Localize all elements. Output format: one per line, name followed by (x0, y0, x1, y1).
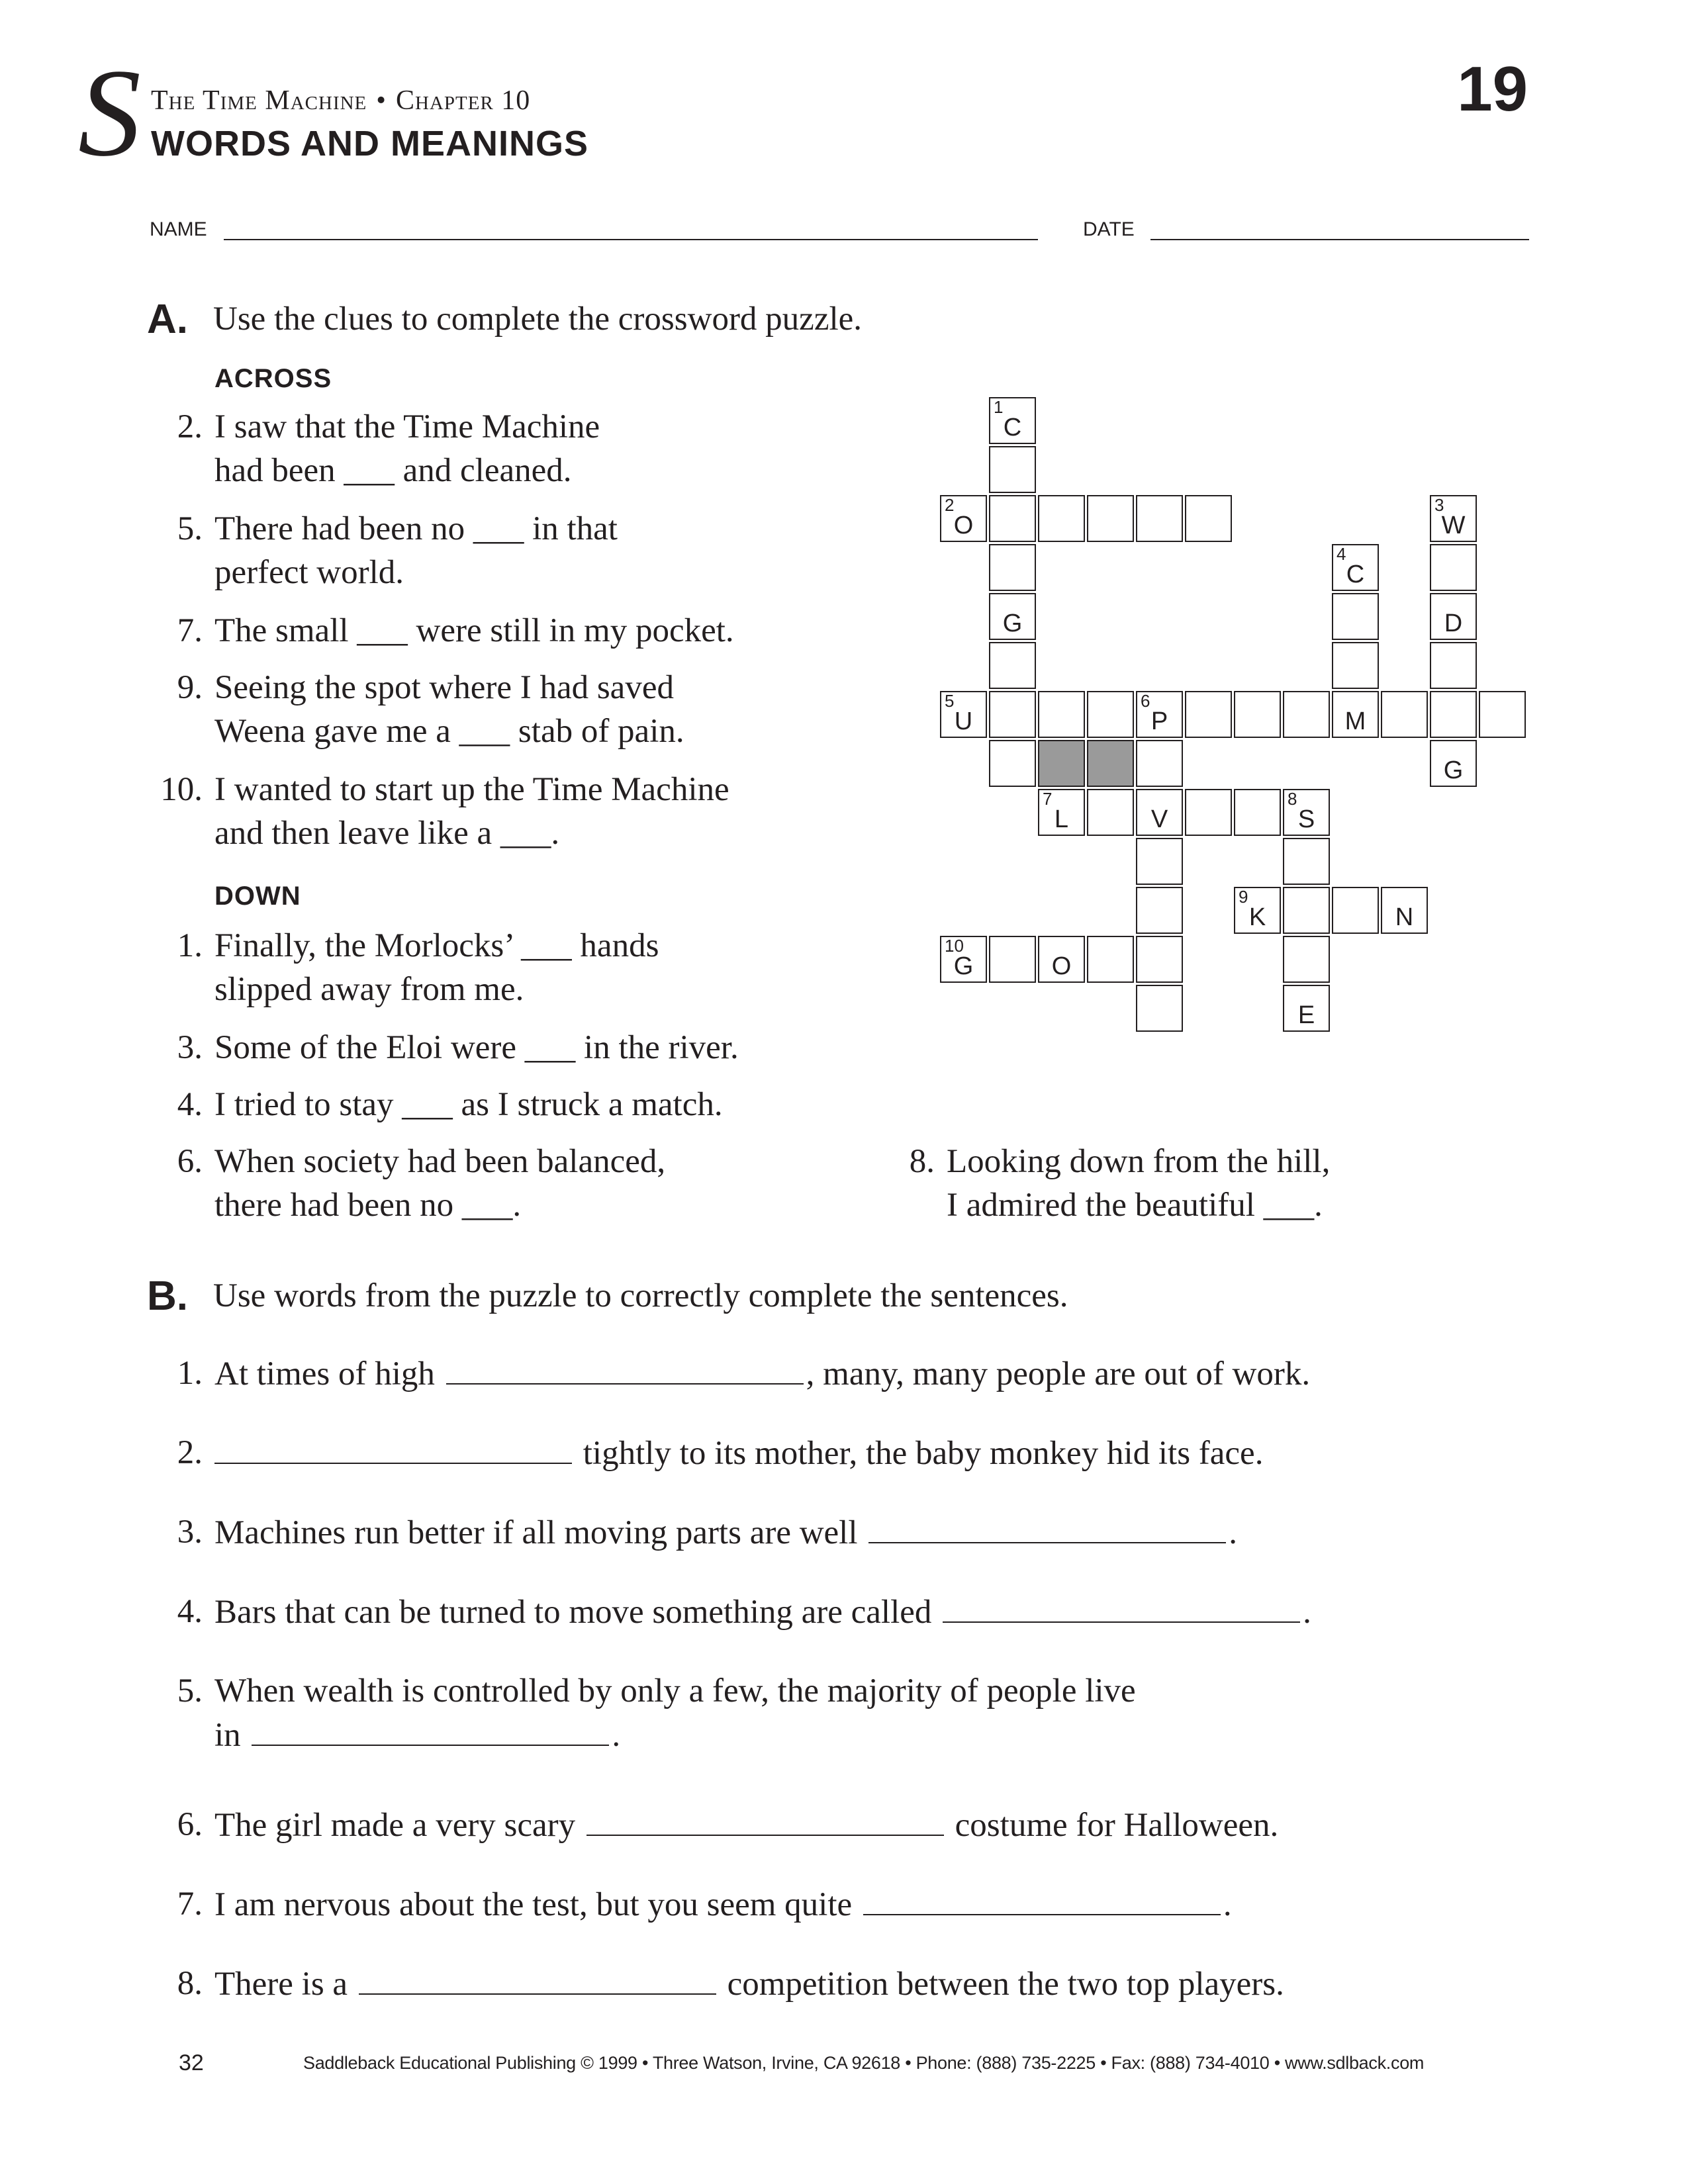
down-clue-6: 6. When society had been balanced, there had been no ___. (177, 1143, 666, 1224)
crossword-cell[interactable] (1283, 985, 1330, 1032)
worksheet-title: WORDS AND MEANINGS (151, 124, 588, 163)
cell-letter: O (953, 512, 974, 539)
across-clue-9: 9. Seeing the spot where I had saved Weena gave me a ___ stab of pain. (177, 669, 684, 750)
sentence-1: 1. At times of high , many, many people are out of work. (150, 1351, 1540, 1395)
down-clue-3: 3. Some of the Eloi were ___ in the river. (177, 1029, 739, 1066)
clue-number: 10 (945, 936, 964, 956)
series-logo: S (78, 44, 141, 183)
crossword-cell[interactable] (1136, 936, 1183, 983)
part-b-instruction: Use words from the puzzle to correctly complete the sentences. (213, 1277, 1068, 1314)
date-label: DATE (1083, 218, 1135, 240)
chapter-label: Chapter 10 (395, 85, 531, 116)
crossword-cell[interactable] (1332, 593, 1379, 640)
crossword-cell[interactable] (1136, 887, 1183, 934)
crossword-cell[interactable] (1038, 691, 1085, 738)
down-clue-4: 4. I tried to stay ___ as I struck a match. (177, 1086, 723, 1123)
crossword-shaded-cell (1087, 740, 1134, 787)
cell-letter: E (1297, 1001, 1315, 1029)
down-heading: DOWN (214, 882, 301, 911)
crossword-cell[interactable] (1234, 789, 1281, 836)
crossword-cell[interactable] (989, 642, 1036, 689)
sentence-5: 5. When wealth is controlled by only a few, the majority of people live in . (177, 1672, 1136, 1754)
sentence-7: 7. I am nervous about the test, but you seem quite . (150, 1882, 1540, 1926)
crossword-cell[interactable] (1038, 936, 1085, 983)
clue-number: 5 (945, 691, 955, 711)
crossword-cell[interactable] (1430, 593, 1477, 640)
clue-number: 9 (1239, 887, 1248, 907)
cell-letter: G (1443, 756, 1464, 784)
crossword-cell[interactable] (989, 936, 1036, 983)
crossword-cell[interactable] (1283, 691, 1330, 738)
crossword-cell[interactable] (1136, 789, 1183, 836)
crossword-cell[interactable] (1283, 887, 1330, 934)
crossword-cell[interactable] (989, 495, 1036, 542)
crossword-cell[interactable] (1430, 740, 1477, 787)
cell-letter: C (1003, 414, 1022, 441)
crossword-cell[interactable] (940, 936, 987, 983)
cell-letter: P (1150, 707, 1168, 735)
cell-letter: W (1441, 512, 1466, 539)
crossword-cell[interactable] (989, 544, 1036, 591)
part-a-letter: A. (147, 296, 188, 342)
name-field[interactable] (224, 239, 1038, 240)
crossword-cell[interactable] (1087, 936, 1134, 983)
crossword-cell[interactable] (1381, 691, 1428, 738)
crossword-cell[interactable] (1136, 838, 1183, 885)
cell-letter: S (1297, 805, 1315, 833)
book-title: The Time Machine (151, 85, 367, 116)
crossword-cell[interactable] (1136, 740, 1183, 787)
crossword-cell[interactable] (1332, 691, 1379, 738)
cell-letter: G (1002, 610, 1023, 637)
crossword-cell[interactable] (1087, 789, 1134, 836)
cell-letter: C (1346, 561, 1365, 588)
answer-blank-7[interactable] (863, 1882, 1221, 1915)
title-separator: • (376, 85, 387, 116)
answer-blank-1[interactable] (446, 1351, 804, 1385)
cell-letter: K (1248, 903, 1266, 931)
clue-number: 1 (994, 397, 1004, 417)
answer-blank-2[interactable] (214, 1431, 572, 1464)
clue-number: 7 (1043, 789, 1053, 809)
crossword-cell[interactable] (1087, 495, 1134, 542)
crossword-cell[interactable] (940, 495, 987, 542)
sentence-2: 2. tightly to its mother, the baby monkey hid its face. (150, 1431, 1540, 1475)
down-clue-1: 1. Finally, the Morlocks’ ___ hands slipped away from me. (177, 927, 659, 1008)
crossword-cell[interactable] (1381, 887, 1428, 934)
cell-letter: N (1395, 903, 1414, 931)
crossword-cell[interactable] (989, 397, 1036, 444)
sentence-8: 8. There is a competition between the two top players. (150, 1962, 1540, 2005)
crossword-cell[interactable] (1430, 642, 1477, 689)
cell-letter: D (1444, 610, 1463, 637)
crossword-cell[interactable] (1332, 544, 1379, 591)
across-clue-10: 10. I wanted to start up the Time Machine and then leave like a ___. (160, 771, 729, 852)
crossword-cell[interactable] (1430, 495, 1477, 542)
crossword-cell[interactable] (1479, 691, 1526, 738)
crossword-cell[interactable] (1087, 691, 1134, 738)
crossword-cell[interactable] (1136, 985, 1183, 1032)
crossword-grid (940, 397, 1536, 1046)
part-a-instruction: Use the clues to complete the crossword puzzle. (213, 300, 863, 338)
clue-number: 3 (1434, 495, 1444, 515)
answer-blank-3[interactable] (868, 1510, 1226, 1543)
cell-letter: O (1051, 952, 1072, 980)
crossword-cell[interactable] (940, 691, 987, 738)
crossword-cell[interactable] (1136, 691, 1183, 738)
crossword-shaded-cell (1038, 740, 1085, 787)
crossword-cell[interactable] (1185, 789, 1232, 836)
cell-letter: G (953, 952, 974, 980)
clue-number: 6 (1141, 691, 1150, 711)
date-field[interactable] (1150, 239, 1529, 240)
crossword-cell[interactable] (989, 740, 1036, 787)
across-clue-7: 7. The small ___ were still in my pocket. (177, 612, 734, 649)
crossword-cell[interactable] (1038, 495, 1085, 542)
cell-letter: L (1054, 805, 1069, 833)
crossword-cell[interactable] (1234, 887, 1281, 934)
crossword-cell[interactable] (1136, 495, 1183, 542)
crossword-cell[interactable] (1332, 642, 1379, 689)
crossword-cell[interactable] (1332, 887, 1379, 934)
across-clue-5: 5. There had been no ___ in that perfect world. (177, 510, 618, 591)
worksheet-number: 19 (1457, 54, 1528, 124)
sentence-6: 6. The girl made a very scary costume for Halloween. (150, 1803, 1540, 1846)
across-heading: ACROSS (214, 364, 332, 393)
publisher-info: Saddleback Educational Publishing © 1999 • Three Watson, Irvine, CA 92618 • Phone: (888) 735-2225 • Fax: (888) 734-4010 • www.sdlback.com (303, 2053, 1425, 2073)
crossword-cell[interactable] (989, 446, 1036, 493)
down-clue-8: 8. Looking down from the hill, I admired the beautiful ___. (909, 1143, 1331, 1224)
crossword-cell[interactable] (1185, 495, 1232, 542)
answer-blank-8[interactable] (359, 1962, 716, 1995)
crossword-cell[interactable] (1430, 691, 1477, 738)
answer-blank-5[interactable] (252, 1713, 609, 1746)
crossword-cell[interactable] (1234, 691, 1281, 738)
part-b-letter: B. (147, 1273, 188, 1319)
clue-number: 2 (945, 495, 955, 515)
book-title-line (151, 85, 530, 116)
cell-letter: M (1344, 707, 1366, 735)
crossword-cell[interactable] (1038, 789, 1085, 836)
crossword-cell[interactable] (1283, 789, 1330, 836)
crossword-cell[interactable] (1283, 936, 1330, 983)
cell-letter: V (1150, 805, 1168, 833)
sentence-3: 3. Machines run better if all moving parts are well . (150, 1510, 1540, 1554)
crossword-cell[interactable] (1185, 691, 1232, 738)
crossword-cell[interactable] (989, 593, 1036, 640)
clue-number: 8 (1288, 789, 1297, 809)
answer-blank-6[interactable] (586, 1803, 944, 1836)
cell-letter: U (954, 707, 973, 735)
name-label: NAME (150, 218, 207, 240)
across-clue-2: 2. I saw that the Time Machine had been ___ and cleaned. (177, 408, 600, 489)
page-number: 32 (179, 2050, 204, 2075)
clue-number: 4 (1336, 544, 1346, 564)
sentence-4: 4. Bars that can be turned to move something are called . (150, 1590, 1540, 1633)
crossword-cell[interactable] (1283, 838, 1330, 885)
answer-blank-4[interactable] (943, 1590, 1300, 1623)
crossword-cell[interactable] (1430, 544, 1477, 591)
crossword-cell[interactable] (989, 691, 1036, 738)
